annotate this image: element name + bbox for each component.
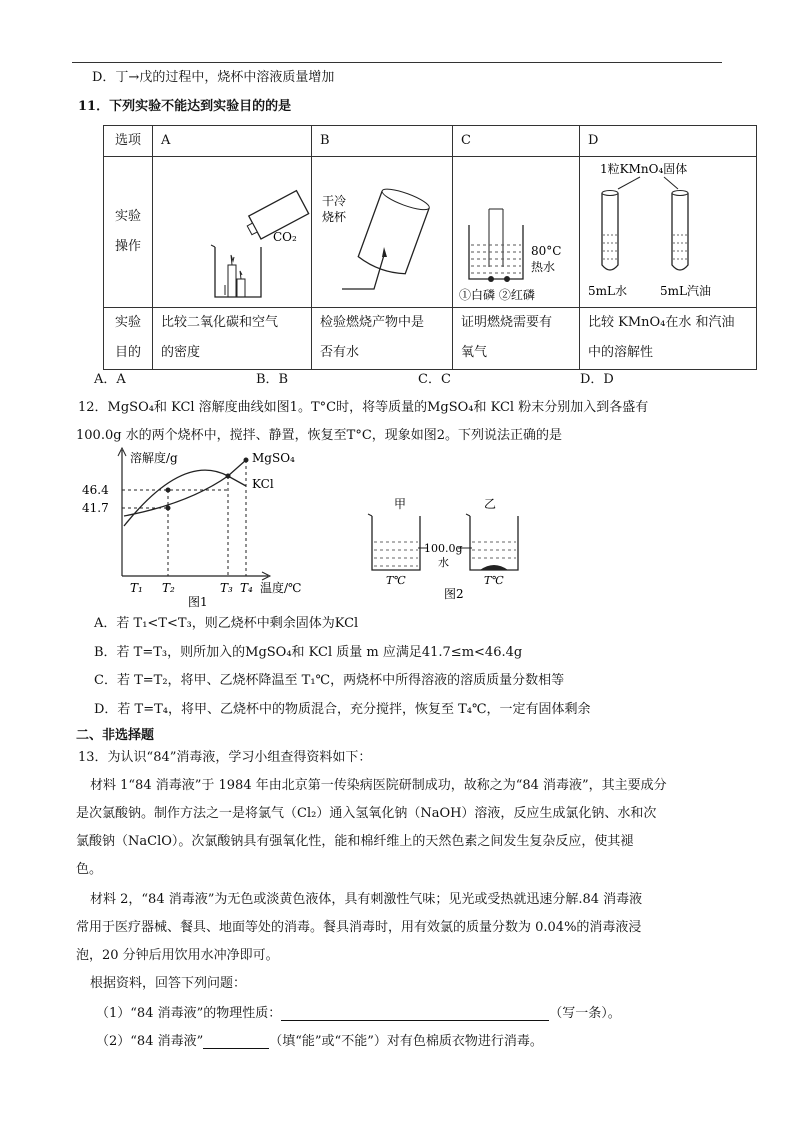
top-rule [72,62,722,63]
mgso4-curve [124,460,246,526]
table-header-option: 选项 [104,126,153,157]
q11-table [103,125,757,370]
fig-b-cold-beaker-diagram [312,157,452,303]
material2-line1: 材料 2，“84 消毒液”为无色或淡黄色液体，具有刺激性气味；见光或受热就迅速分解.84 消毒液 [90,892,643,907]
fig1-solubility-chart [82,446,318,609]
x-tick-t1: T₁ [130,581,143,595]
x-tick-t2: T₂ [162,581,175,595]
x-axis-label: 温度/℃ [260,581,302,595]
table-header-d: D [580,126,757,157]
q11-option-b[interactable]: B．B [256,372,289,387]
q12-option-a[interactable]: A．若 T₁<T<T₃，则乙烧杯中剩余固体为KCl [94,616,359,631]
q13-sub1: （1）“84 消毒液”的物理性质： （写一条）。 [96,1006,621,1021]
svg-text:CO₂: CO₂ [273,230,297,244]
goal-b: 检验燃烧产物中是 否有水 [312,308,453,370]
table-header-b: B [312,126,453,157]
svg-text:5mL汽油: 5mL汽油 [660,284,711,298]
fig1-caption: 图1 [188,595,208,609]
fig-a-co2-pour-diagram [153,157,311,303]
goal-c: 证明燃烧需要有 氧气 [453,308,580,370]
kcl-label: KCl [252,477,274,491]
row-label-goal: 实验 目的 [104,308,153,370]
q11-stem: 11．下列实验不能达到实验目的的是 [78,99,292,114]
material1-line1: 材料 1“84 消毒液”于 1984 年由北京第一传染病医院研制成功，故称之为“84 消毒液”，其主要成分 [90,778,667,793]
svg-text:烧杯: 烧杯 [322,210,347,224]
q12-stem-line2: 100.0g 水的两个烧杯中，搅拌、静置，恢复至T°C，现象如图2。下列说法正确的是 [76,428,563,443]
y-tick-41-7: 41.7 [82,501,109,515]
fig-a-cell [153,157,312,308]
q11-option-c[interactable]: C．C [418,372,451,387]
q12-stem-line1: 12．MgSO₄和 KCl 溶解度曲线如图1。T°C时，将等质量的MgSO₄和 KCl 粉末分别加入到各盛有 [78,400,649,415]
svg-text:热水: 热水 [531,260,556,274]
table-header-a: A [153,126,312,157]
material2-line2: 常用于医疗器械、餐具、地面等处的消毒。餐具消毒时，用有效氯的质量分数为 0.04%的消毒液浸 [76,920,642,935]
svg-text:1粒KMnO₄固体: 1粒KMnO₄固体 [600,162,688,176]
svg-text:100.0g: 100.0g [424,542,463,555]
goal-d: 比较 KMnO₄在水 和汽油 中的溶解性 [580,308,757,370]
q12-option-c[interactable]: C．若 T=T₂，将甲、乙烧杯降温至 T₁℃，两烧杯中所得溶液的溶质质量分数相等 [94,673,565,688]
y-tick-46-4: 46.4 [82,483,109,497]
y-axis-label: 溶解度/g [130,451,178,465]
section-2-title: 二、非选择题 [76,728,155,743]
q13-sub2: （2）“84 消毒液” （填“能”或“不能”）对有色棉质衣物进行消毒。 [96,1034,543,1049]
svg-text:干冷: 干冷 [322,194,347,208]
fig-c-phosphorus-diagram [453,157,579,303]
q13-prompt: 根据资料，回答下列问题： [90,976,247,991]
material2-line3: 泡，20 分钟后用饮用水冲净即可。 [76,948,279,963]
row-label-operation: 实验 操作 [104,157,153,308]
fig-d-cell [580,157,757,308]
mgso4-label: MgSO₄ [252,451,295,465]
q12-option-d[interactable]: D．若 T=T₄，将甲、乙烧杯中的物质混合，充分搅拌，恢复至 T₄℃，一定有固体剩余 [94,702,591,717]
svg-text:水: 水 [438,556,449,569]
fig-d-kmno4-diagram [580,157,756,303]
svg-text:T℃: T℃ [484,574,504,587]
table-header-c: C [453,126,580,157]
fig-b-cell [312,157,453,308]
sub2-answer-blank[interactable] [203,1034,269,1049]
q12-option-b[interactable]: B．若 T=T₃，则所加入的MgSO₄和 KCl 质量 m 应满足41.7≤m<46.4g [94,645,523,660]
material1-line4: 色。 [76,862,103,877]
svg-text:80°C: 80°C [531,244,562,258]
q11-option-a[interactable]: A．A [94,372,126,387]
svg-text:①白磷 ②红磷: ①白磷 ②红磷 [459,288,535,302]
q11-option-d[interactable]: D．D [580,372,614,387]
fig-c-cell [453,157,580,308]
svg-text:图2: 图2 [444,587,464,601]
fig2-beakers-diagram [360,494,520,608]
svg-text:T℃: T℃ [386,574,406,587]
goal-a: 比较二氧化碳和空气 的密度 [153,308,312,370]
material1-line3: 氯酸钠（NaClO）。次氯酸钠具有强氧化性，能和棉纤维上的天然色素之间发生复杂反应，使其褪 [76,834,634,849]
q13-stem: 13．为认识“84”消毒液，学习小组查得资料如下： [78,750,372,765]
sub1-answer-blank[interactable] [281,1006,549,1021]
svg-text:乙: 乙 [484,497,497,511]
svg-text:甲: 甲 [394,497,407,511]
q10-option-d: D．丁→戊的过程中，烧杯中溶液质量增加 [92,70,335,85]
svg-text:5mL水: 5mL水 [588,284,627,298]
material1-line2: 是次氯酸钠。制作方法之一是将氯气（Cl₂）通入氢氧化钠（NaOH）溶液，反应生成氯化钠、水和次 [76,806,657,821]
x-tick-t3: T₃ [220,581,233,595]
x-tick-t4: T₄ [240,581,253,595]
